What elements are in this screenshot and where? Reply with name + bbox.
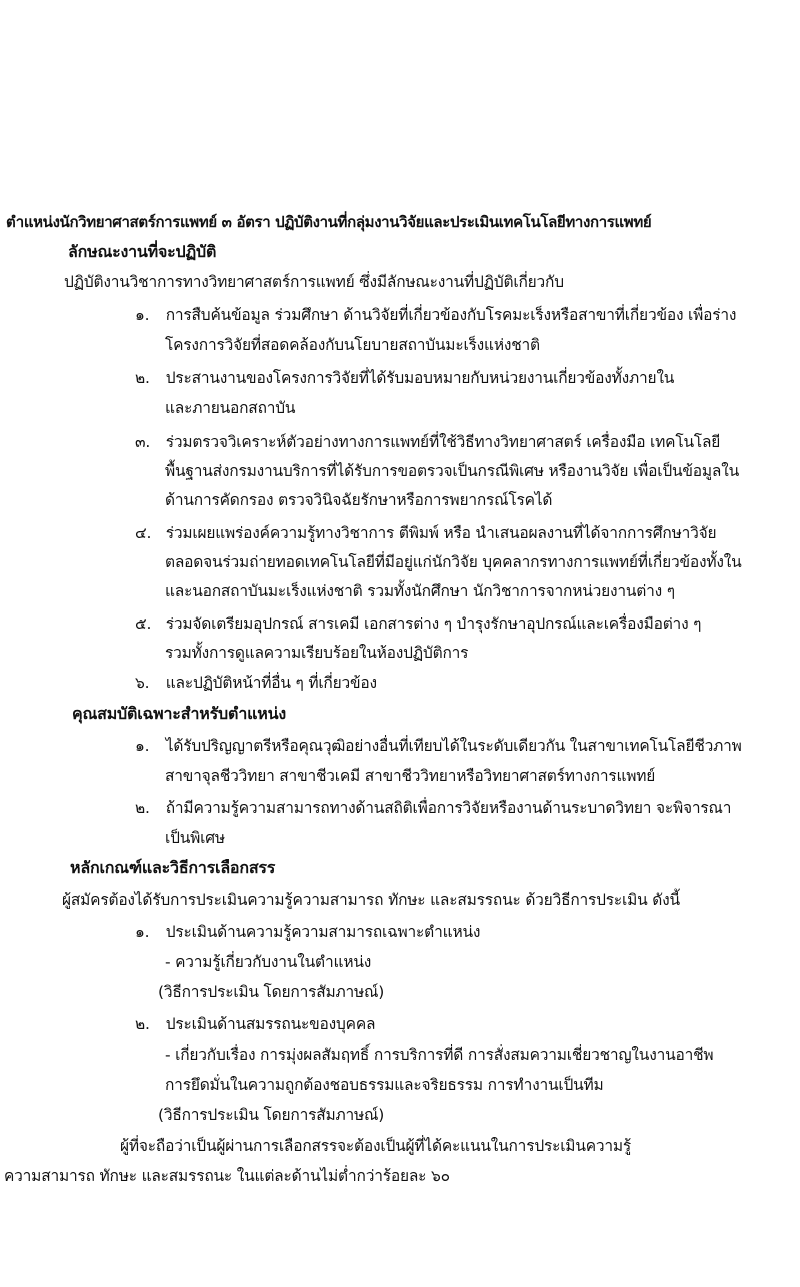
selection-item-1-detail: - ความรู้เกี่ยวกับงานในตำแหน่ง: [165, 953, 372, 971]
selection-item-2-detail: - เกี่ยวกับเรื่อง การมุ่งผลสัมฤทธิ์ การบริการที่ดี การสั่งสมความเชี่ยวชาญในงานอาชีพ: [165, 1046, 714, 1064]
selection-intro: ผู้สมัครต้องได้รับการประเมินความรู้ความสามารถ ทักษะ และสมรรถนะ ด้วยวิธีการประเมิน ดังนี้: [62, 891, 680, 909]
duties-heading: ลักษณะงานที่จะปฏิบัติ: [68, 242, 217, 261]
selection-item-number: ๒.: [135, 1015, 150, 1033]
selection-item-1: [135, 920, 480, 944]
duty-item-4-continuation: และนอกสถาบันมะเร็งแห่งชาติ รวมทั้งนักศึกษา นักวิชาการจากหน่วยงานต่าง ๆ: [165, 582, 675, 600]
position-title: ตำแหน่งนักวิทยาศาสตร์การแพทย์ ๓ อัตรา ปฏิบัติงานที่กลุ่มงานวิจัยและประเมินเทคโนโลยีทางการแพทย์: [6, 213, 652, 231]
selection-item-number: ๑.: [135, 923, 150, 941]
duty-item-1: [135, 303, 736, 327]
duty-item-text: ร่วมตรวจวิเคราะห์ตัวอย่างทางการแพทย์ที่ใช้วิธีทางวิทยาศาสตร์ เครื่องมือ เทคโนโลยี: [165, 433, 721, 451]
duty-item-number: ๔.: [135, 524, 152, 542]
qualification-item-1: [135, 734, 742, 758]
qualification-item-2-continuation: เป็นพิเศษ: [165, 829, 225, 847]
duty-item-4-continuation: ตลอดจนร่วมถ่ายทอดเทคโนโลยีที่มีอยู่แก่นักวิจัย บุคคลากรทางการแพทย์ที่เกี่ยวข้องทั้งใน: [165, 553, 742, 571]
duty-item-2-continuation: และภายนอกสถาบัน: [165, 399, 296, 417]
selection-item-2-detail: การยึดมั่นในความถูกต้องชอบธรรมและจริยธรรม การทำงานเป็นทีม: [165, 1076, 604, 1094]
duty-item-text: ร่วมเผยแพร่องค์ความรู้ทางวิชาการ ตีพิมพ์ หรือ นำเสนอผลงานที่ได้จากการศึกษาวิจัย: [165, 524, 717, 542]
duty-item-5-continuation: รวมทั้งการดูแลความเรียบร้อยในห้องปฏิบัติการ: [165, 644, 469, 662]
duties-intro: ปฏิบัติงานวิชาการทางวิทยาศาสตร์การแพทย์ ซึ่งมีลักษณะงานที่ปฏิบัติเกี่ยวกับ: [64, 273, 564, 291]
duty-item-3-continuation: ด้านการคัดกรอง ตรวจวินิจฉัยรักษาหรือการพยากรณ์โรคได้: [165, 491, 553, 509]
qualification-item-text: ถ้ามีความรู้ความสามารถทางด้านสถิติเพื่อการวิจัยหรืองานด้านระบาดวิทยา จะพิจารณา: [165, 799, 732, 817]
selection-item-label: ประเมินด้านสมรรถนะของบุคคล: [165, 1015, 376, 1033]
selection-item-2-method: (วิธีการประเมิน โดยการสัมภาษณ์): [158, 1106, 385, 1124]
duty-item-number: ๕.: [135, 615, 152, 633]
duty-item-text: และปฏิบัติหน้าที่อื่น ๆ ที่เกี่ยวข้อง: [165, 674, 377, 692]
duty-item-number: ๑.: [135, 306, 150, 324]
duty-item-6: [135, 671, 377, 695]
duty-item-2: [135, 366, 674, 390]
qualification-item-1-continuation: สาขาจุลชีววิทยา สาขาชีวเคมี สาขาชีววิทยาหรือวิทยาศาสตร์ทางการแพทย์: [165, 767, 656, 785]
duty-item-text: ร่วมจัดเตรียมอุปกรณ์ สารเคมี เอกสารต่าง ๆ บำรุงรักษาอุปกรณ์และเครื่องมือต่าง ๆ: [165, 615, 702, 633]
qualification-item-number: ๒.: [135, 799, 150, 817]
duty-item-text: การสืบค้นข้อมูล ร่วมศึกษา ด้านวิจัยที่เกี่ยวข้องกับโรคมะเร็งหรือสาขาที่เกี่ยวข้อง เพื่อร่าง: [165, 306, 737, 324]
qualifications-heading: คุณสมบัติเฉพาะสำหรับตำแหน่ง: [72, 704, 286, 723]
duty-item-number: ๖.: [135, 674, 150, 692]
selection-heading: หลักเกณฑ์และวิธีการเลือกสรร: [70, 858, 276, 877]
selection-item-1-method: (วิธีการประเมิน โดยการสัมภาษณ์): [158, 983, 385, 1001]
qualification-item-text: ได้รับปริญญาตรีหรือคุณวุฒิอย่างอื่นที่เทียบได้ในระดับเดียวกัน ในสาขาเทคโนโลยีชีวภาพ: [165, 737, 742, 755]
duty-item-3-continuation: พื้นฐานส่งกรมงานบริการที่ได้รับการขอตรวจเป็นกรณีพิเศษ หรืองานวิจัย เพื่อเป็นข้อมูลใน: [165, 462, 739, 480]
duty-item-text: ประสานงานของโครงการวิจัยที่ได้รับมอบหมายกับหน่วยงานเกี่ยวข้องทั้งภายใน: [165, 369, 675, 387]
duty-item-1-continuation: โครงการวิจัยที่สอดคล้องกับนโยบายสถาบันมะเร็งแห่งชาติ: [165, 336, 540, 354]
duty-item-number: ๒.: [135, 369, 150, 387]
passing-criteria-line-2: ความสามารถ ทักษะ และสมรรถนะ ในแต่ละด้านไม่ต่ำกว่าร้อยละ ๖๐: [4, 1167, 450, 1185]
duty-item-4: [135, 521, 716, 545]
selection-item-label: ประเมินด้านความรู้ความสามารถเฉพาะตำแหน่ง: [165, 923, 481, 941]
duty-item-number: ๓.: [135, 433, 151, 451]
selection-item-2: [135, 1012, 375, 1036]
passing-criteria-line-1: ผู้ที่จะถือว่าเป็นผู้ผ่านการเลือกสรรจะต้องเป็นผู้ที่ได้คะแนนในการประเมินความรู้: [120, 1137, 632, 1155]
qualification-item-2: [135, 796, 731, 820]
duty-item-5: [135, 612, 701, 636]
qualification-item-number: ๑.: [135, 737, 150, 755]
duty-item-3: [135, 430, 720, 454]
